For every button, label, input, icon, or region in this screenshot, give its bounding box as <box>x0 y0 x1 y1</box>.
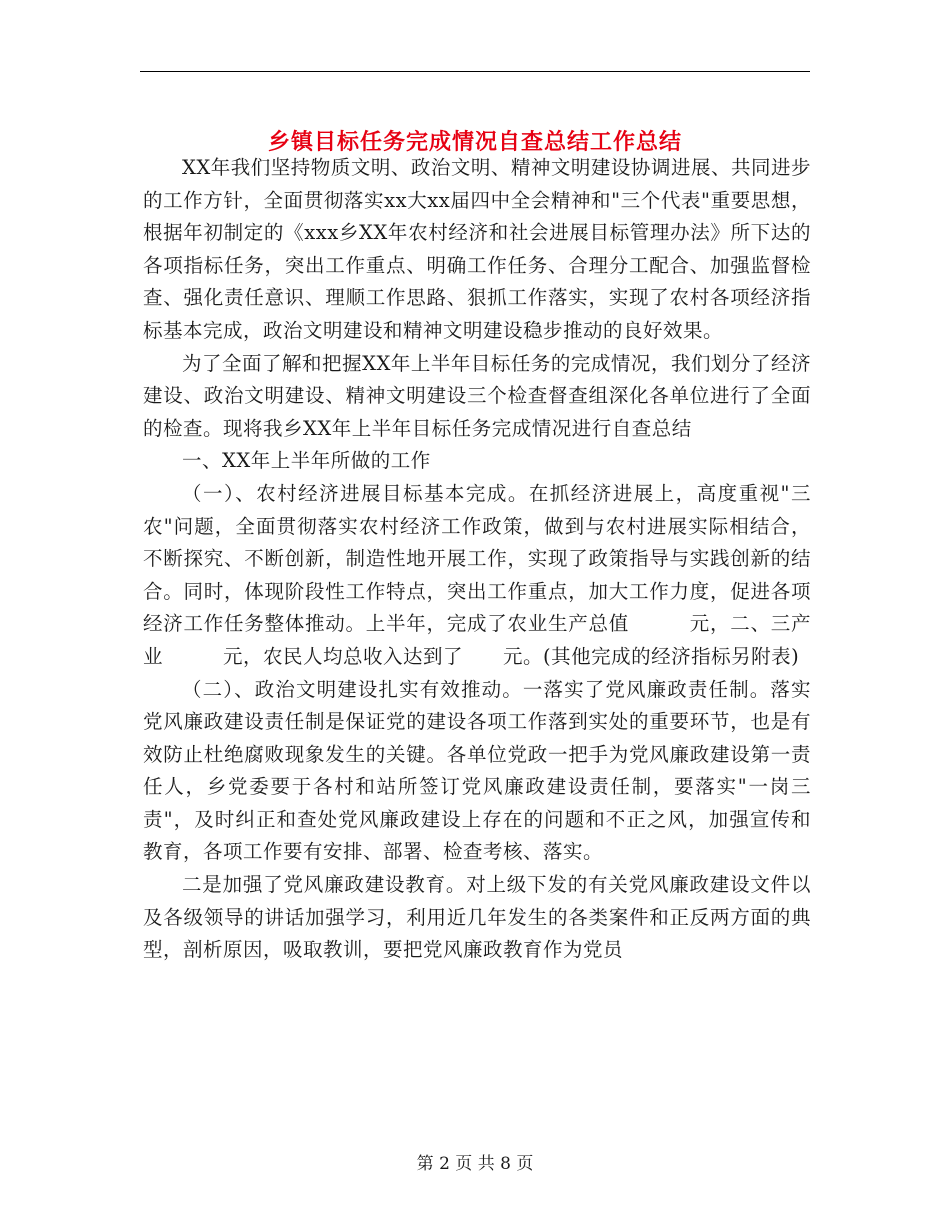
page-number: 第 2 页 共 8 页 <box>416 1154 534 1174</box>
paragraph-inspection: 为了全面了解和把握XX年上半年目标任务的完成情况，我们划分了经济建设、政治文明建设、精神文明建设三个检查督查组深化各单位进行了全面的检查。现将我乡XX年上半年目标任务完成情况进行自查总结 <box>143 351 811 440</box>
paragraph-intro: XX年我们坚持物质文明、政治文明、精神文明建设协调进展、共同进步的工作方针，全面贯彻落实xx大xx届四中全会精神和"三个代表"重要思想，根据年初制定的《xxx乡XX年农村经济和社会进展目标管理办法》所下达的各项指标任务，突出工作重点、明确工作任务、合理分工配合、加强监督检查、强化责任意识、理顺工作思路、狠抓工作落实，实现了农村各项经济指标基本完成，政治文明建设和精神文明建设稳步推动的良好效果。 <box>143 156 811 342</box>
paragraph-education: 二是加强了党风廉政建设教育。对上级下发的有关党风廉政建设文件以及各级领导的讲话加强学习，利用近几年发生的各类案件和正反两方面的典型，剖析原因，吸取教训，要把党风廉政教育作为党员 <box>143 873 811 962</box>
header-rule <box>140 71 810 72</box>
paragraph-economy: （一）、农村经济进展目标基本完成。在抓经济进展上，高度重视"三农"问题，全面贯彻落实农村经济工作政策，做到与农村进展实际相结合，不断探究、不断创新，制造性地开展工作，实现了政策指导与实践创新的结合。同时，体现阶段性工作特点，突出工作重点，加大工作力度，促进各项经济工作任务整体推动。上半年，完成了农业生产总值 元，二、三产业 元，农民人均总收入达到了 元。(其他完成的经济指标另附表) <box>143 481 811 668</box>
section-heading: 一、XX年上半年所做的工作 <box>182 449 431 473</box>
paragraph-politics: （二）、政治文明建设扎实有效推动。一落实了党风廉政责任制。落实党风廉政建设责任制是保证党的建设各项工作落到实处的重要环节，也是有效防止杜绝腐败现象发生的关键。各单位党政一把手为党风廉政建设第一责任人，乡党委要于各村和站所签订党风廉政建设责任制，要落实"一岗三责"，及时纠正和查处党风廉政建设上存在的问题和不正之风，加强宣传和教育，各项工作要有安排、部署、检查考核、落实。 <box>143 677 811 864</box>
document-body <box>143 152 811 967</box>
document-title: 乡镇目标任务完成情况自查总结工作总结 <box>267 128 682 155</box>
